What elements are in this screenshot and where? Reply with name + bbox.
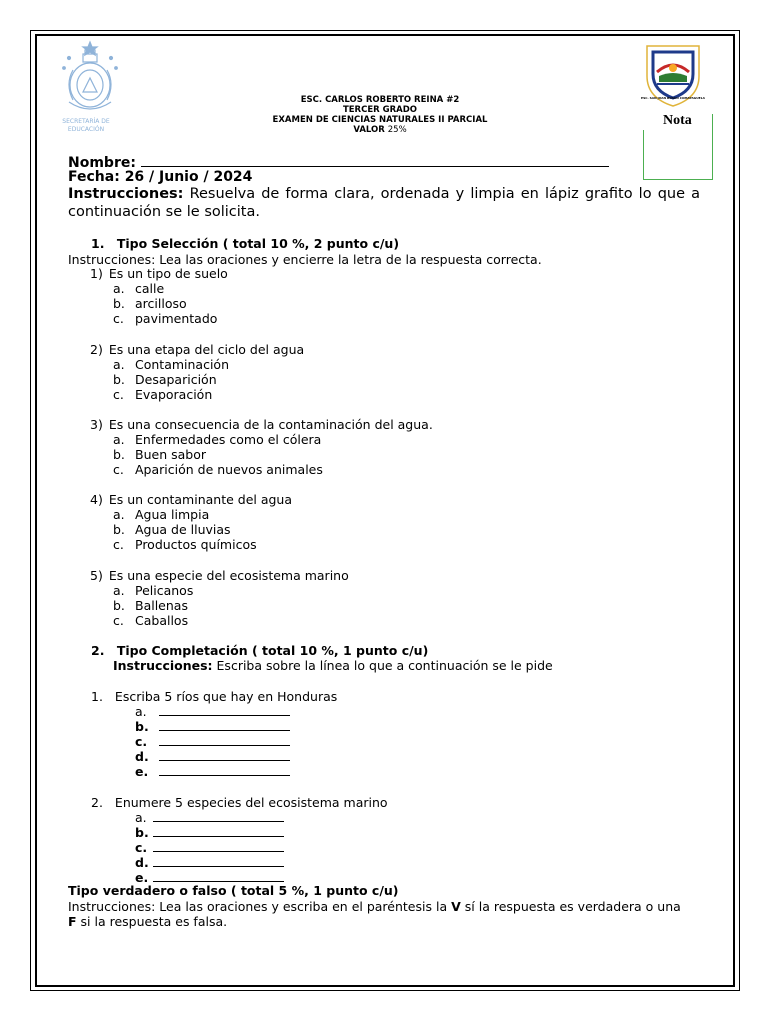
option-text: arcilloso — [135, 296, 187, 311]
question-text: Es un tipo de suelo — [108, 266, 228, 281]
secretaria-logo — [55, 40, 125, 140]
answer-option[interactable] — [113, 462, 323, 477]
coat-of-arms-icon — [55, 40, 125, 120]
answer-line-row — [135, 749, 290, 764]
date-label: Fecha: — [68, 169, 120, 185]
answer-option[interactable] — [113, 598, 188, 613]
option-text: Buen sabor — [135, 447, 206, 462]
section3-instructions-line2 — [68, 914, 227, 929]
value-amount: 25% — [387, 125, 407, 135]
option-text: Agua de lluvias — [135, 522, 231, 537]
answer-line-row — [135, 810, 284, 825]
answer-option[interactable] — [113, 537, 257, 552]
answer-line[interactable] — [159, 730, 290, 731]
answer-option[interactable] — [113, 387, 212, 402]
option-letter: a. — [113, 281, 125, 296]
option-text: Aparición de nuevos animales — [135, 462, 323, 477]
answer-letter: a. — [135, 704, 147, 719]
selection-question — [90, 417, 433, 432]
option-text: Ballenas — [135, 598, 188, 613]
section2-instructions-text: Escriba sobre la línea lo que a continuación se le pide — [216, 658, 553, 673]
answer-option[interactable] — [113, 311, 217, 326]
answer-option[interactable] — [113, 522, 231, 537]
section3-instructions-a: Instrucciones: Lea las oraciones y escriba en el paréntesis la — [68, 899, 448, 914]
answer-line[interactable] — [153, 836, 284, 837]
question-number: 1) — [90, 266, 103, 281]
option-letter: a. — [113, 583, 125, 598]
answer-letter: c. — [135, 734, 148, 749]
section1-title-text: Tipo Selección ( total 10 %, 2 punto c/u) — [116, 236, 400, 251]
question-text: Enumere 5 especies del ecosistema marino — [114, 795, 388, 810]
general-instructions-label: Instrucciones: — [68, 186, 184, 202]
answer-line-row — [135, 840, 284, 855]
option-letter: c. — [113, 613, 124, 628]
question-text: Es una etapa del ciclo del agua — [108, 342, 305, 357]
section1-number: 1. — [91, 236, 105, 251]
section3-f-letter: F — [68, 914, 77, 929]
answer-option[interactable] — [113, 507, 209, 522]
question-text: Es un contaminante del agua — [108, 492, 293, 507]
general-instructions-text: Resuelva de forma clara, ordenada y limpia en lápiz grafito lo que a — [189, 186, 700, 202]
exam-title: EXAMEN DE CIENCIAS NATURALES II PARCIAL — [272, 115, 488, 125]
answer-letter: e. — [135, 764, 149, 779]
name-label: Nombre: — [68, 155, 136, 171]
option-text: calle — [135, 281, 165, 296]
selection-question — [90, 492, 292, 507]
answer-line[interactable] — [159, 760, 290, 761]
answer-letter: a. — [135, 810, 147, 825]
exam-value — [230, 125, 530, 135]
section2-title-text: Tipo Completación ( total 10 %, 1 punto c/u) — [116, 643, 429, 658]
option-text: pavimentado — [135, 311, 218, 326]
answer-option[interactable] — [113, 372, 217, 387]
option-letter: c. — [113, 311, 124, 326]
option-text: Productos químicos — [135, 537, 257, 552]
option-letter: b. — [113, 447, 125, 462]
answer-option[interactable] — [113, 583, 193, 598]
answer-letter: b. — [135, 719, 149, 734]
answer-option[interactable] — [113, 281, 164, 296]
answer-line[interactable] — [153, 881, 284, 882]
answer-letter: d. — [135, 855, 149, 870]
question-number: 1. — [91, 689, 103, 704]
option-text: Agua limpia — [135, 507, 210, 522]
option-letter: b. — [113, 296, 125, 311]
option-text: Caballos — [135, 613, 189, 628]
answer-line-row — [135, 764, 290, 779]
nota-box — [643, 130, 713, 180]
name-line[interactable] — [141, 166, 609, 167]
general-instructions — [68, 185, 700, 221]
question-text: Escriba 5 ríos que hay en Honduras — [114, 689, 338, 704]
value-label: VALOR — [353, 125, 385, 135]
option-letter: b. — [113, 598, 125, 613]
answer-line[interactable] — [153, 821, 284, 822]
answer-letter: b. — [135, 825, 149, 840]
option-letter: a. — [113, 507, 125, 522]
general-instructions-text2: continuación se le solicita. — [68, 204, 260, 220]
answer-line-row — [135, 704, 290, 719]
selection-question — [90, 568, 349, 583]
answer-option[interactable] — [113, 296, 187, 311]
option-text: Desaparición — [135, 372, 217, 387]
section2-instructions-label: Instrucciones: — [113, 658, 213, 673]
question-text: Es una especie del ecosistema marino — [108, 568, 349, 583]
option-text: Evaporación — [135, 387, 213, 402]
section3-instructions-line1 — [68, 899, 681, 914]
answer-line[interactable] — [159, 715, 290, 716]
answer-line-row — [135, 825, 284, 840]
question-text: Es una consecuencia de la contaminación del agua. — [108, 417, 433, 432]
answer-line[interactable] — [159, 745, 290, 746]
section3-v-letter: V — [451, 899, 461, 914]
answer-line-row — [135, 734, 290, 749]
secretaria-logo-text: SECRETARÍA DE EDUCACIÓN — [62, 118, 110, 133]
option-text: Enfermedades como el cólera — [135, 432, 322, 447]
answer-letter: d. — [135, 749, 149, 764]
answer-option[interactable] — [113, 613, 188, 628]
answer-option[interactable] — [113, 447, 206, 462]
option-letter: c. — [113, 387, 124, 402]
question-number: 5) — [90, 568, 103, 583]
answer-line-row — [135, 855, 284, 870]
section2-instructions — [113, 658, 553, 673]
answer-line-row — [135, 719, 290, 734]
option-letter: c. — [113, 537, 124, 552]
selection-question — [90, 342, 304, 357]
school-seal — [643, 44, 703, 108]
option-text: Pelicanos — [135, 583, 194, 598]
option-letter: b. — [113, 372, 125, 387]
answer-line[interactable] — [159, 775, 290, 776]
date-row — [68, 169, 252, 185]
option-letter: c. — [113, 462, 124, 477]
section3-instructions-b: sí la respuesta es verdadera o una — [464, 899, 681, 914]
answer-option[interactable] — [113, 357, 229, 372]
section2-number: 2. — [91, 643, 105, 658]
answer-letter: c. — [135, 840, 148, 855]
question-number: 2. — [91, 795, 103, 810]
answer-line[interactable] — [153, 866, 284, 867]
option-letter: a. — [113, 432, 125, 447]
completion-question-2 — [91, 795, 388, 810]
school-name: ESC. CARLOS ROBERTO REINA #2 — [300, 95, 460, 105]
date-value: 26 / Junio / 2024 — [124, 169, 253, 185]
nota-label: Nota — [663, 113, 692, 128]
section2-title — [91, 643, 428, 658]
section3-title: Tipo verdadero o falso ( total 5 %, 1 punto c/u) — [68, 883, 399, 898]
question-number: 4) — [90, 492, 103, 507]
section1-instructions: Instrucciones: Lea las oraciones y encierre la letra de la respuesta correcta. — [68, 252, 542, 267]
section1-title — [91, 236, 399, 251]
answer-option[interactable] — [113, 432, 321, 447]
question-number: 2) — [90, 342, 103, 357]
completion-question-1 — [91, 689, 337, 704]
option-letter: b. — [113, 522, 125, 537]
option-text: Contaminación — [135, 357, 230, 372]
nota-box-top-right — [712, 114, 713, 130]
grade: TERCER GRADO — [342, 105, 418, 115]
option-letter: a. — [113, 357, 125, 372]
answer-line[interactable] — [153, 851, 284, 852]
selection-question — [90, 266, 228, 281]
answer-letter: e. — [135, 870, 149, 885]
school-seal-text: ESC. SAN JUAN BOSCO COMAYAGUELA — [641, 96, 705, 100]
section3-instructions-c: si la respuesta es falsa. — [80, 914, 228, 929]
question-number: 3) — [90, 417, 103, 432]
